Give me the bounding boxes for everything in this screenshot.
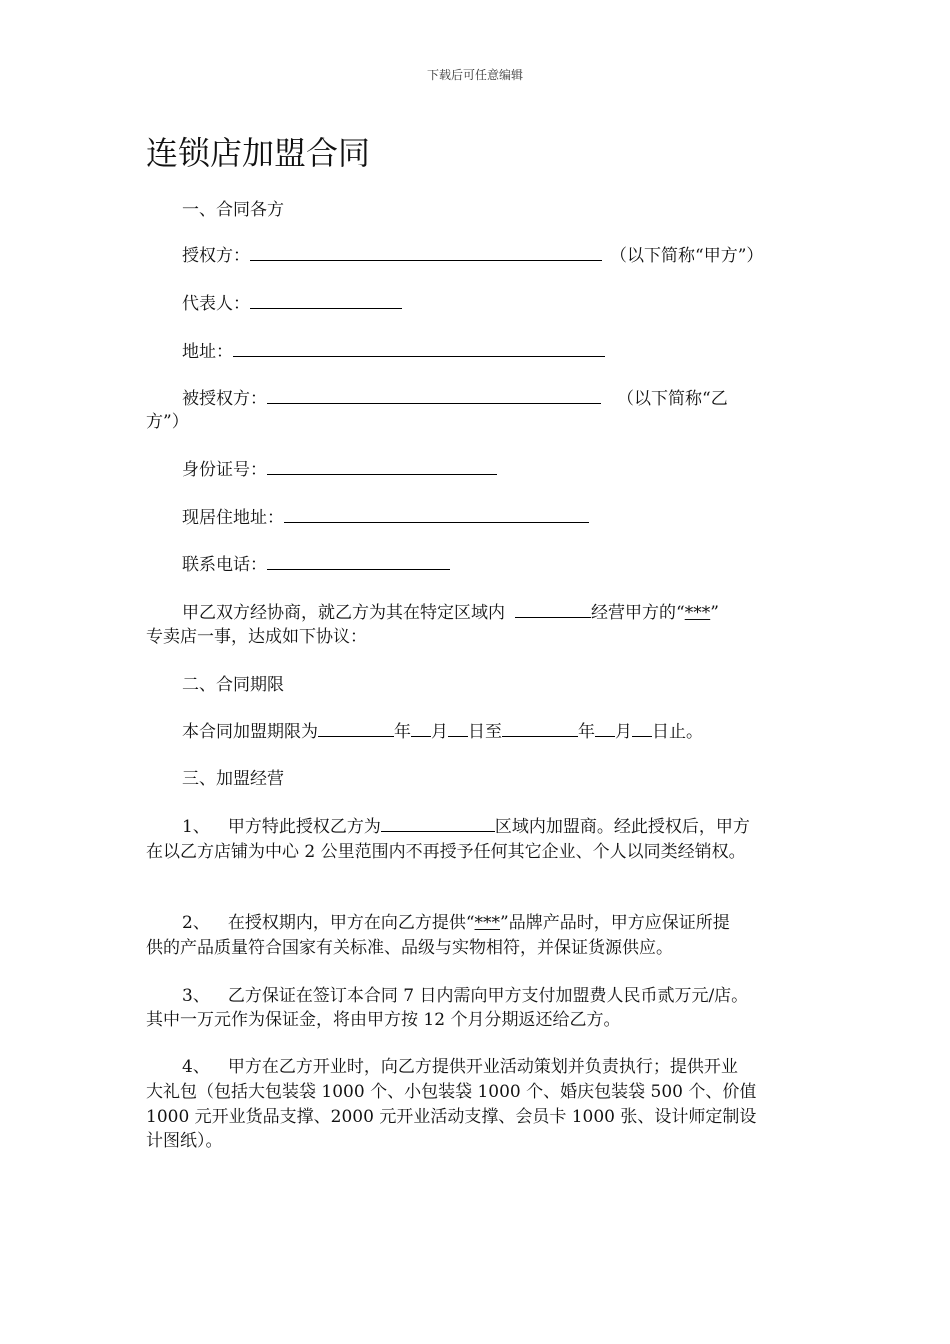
id-line (182, 458, 497, 482)
month-label-1: 月 (431, 722, 448, 742)
clause-1-line-2: 在以乙方店铺为中心 2 公里范围内不再授予任何其它企业、个人以同类经销权。 (146, 842, 746, 862)
end-year-blank[interactable] (502, 722, 578, 737)
clause-4-line-3: 1000 元开业货品支撑、2000 元开业活动支撑、会员卡 1000 张、设计师定制设 (146, 1107, 757, 1127)
address-blank[interactable] (233, 342, 605, 357)
clause-1-line-1 (182, 815, 750, 839)
clause-3-number: 3、 (182, 986, 210, 1006)
start-day-blank[interactable] (448, 722, 468, 737)
clause-2-line-2: 供的产品质量符合国家有关标准、品级与实物相符，并保证货源供应。 (146, 938, 673, 958)
clause-1-region-blank[interactable] (381, 817, 495, 832)
licensor-label: 授权方： (182, 246, 250, 266)
day-label-1: 日至 (468, 722, 502, 742)
end-day-blank[interactable] (632, 722, 652, 737)
licensee-line (182, 387, 728, 411)
clause-1-text-b: 区域内加盟商。经此授权后，甲方 (494, 817, 750, 837)
region-blank[interactable] (515, 603, 591, 618)
phone-blank[interactable] (267, 555, 450, 570)
agreement-text-a: 甲乙双方经协商，就乙方为其在特定区域内 (182, 603, 505, 623)
clause-1-text-a: 甲方特此授权乙方为 (227, 817, 381, 837)
section-2-heading: 二、合同期限 (182, 675, 284, 695)
brand-name: *** (684, 603, 711, 623)
section-1-heading: 一、合同各方 (182, 200, 284, 220)
clause-4-text: 甲方在乙方开业时，向乙方提供开业活动策划并负责执行；提供开业 (227, 1057, 738, 1077)
representative-line (182, 292, 402, 316)
agreement-text-b: 经营甲方的“ (591, 603, 685, 623)
document-title: 连锁店加盟合同 (146, 134, 371, 172)
licensor-blank[interactable] (250, 246, 602, 261)
agreement-line-1 (182, 601, 719, 625)
licensee-suffix-cont: 方”） (146, 412, 189, 432)
clause-4-line-1 (182, 1055, 738, 1079)
licensee-blank[interactable] (267, 389, 601, 404)
residence-line (182, 506, 589, 530)
licensor-line (182, 244, 763, 268)
clause-1-number: 1、 (182, 817, 210, 837)
licensee-label: 被授权方： (182, 389, 267, 409)
licensor-suffix: （以下简称“甲方”） (610, 246, 764, 266)
address-line (182, 340, 605, 364)
representative-blank[interactable] (250, 294, 402, 309)
start-month-blank[interactable] (411, 722, 431, 737)
clause-2-text-b: ”品牌产品时，甲方应保证所提 (500, 913, 730, 933)
day-label-2: 日止。 (652, 722, 703, 742)
agreement-text-c: ” (710, 603, 719, 623)
end-month-blank[interactable] (595, 722, 615, 737)
year-label-2: 年 (578, 722, 595, 742)
clause-2-brand: *** (474, 913, 501, 933)
term-line (182, 720, 703, 744)
clause-4-line-2: 大礼包（包括大包装袋 1000 个、小包装袋 1000 个、婚庆包装袋 500 个、价值 (146, 1082, 757, 1102)
id-label: 身份证号： (182, 460, 267, 480)
start-year-blank[interactable] (318, 722, 394, 737)
term-text: 本合同加盟期限为 (182, 722, 318, 742)
id-blank[interactable] (267, 460, 497, 475)
address-label: 地址： (182, 342, 233, 362)
clause-2-text-a: 在授权期内，甲方在向乙方提供“ (227, 913, 475, 933)
clause-2-line-1 (182, 911, 730, 935)
clause-3-line-1 (182, 984, 748, 1008)
representative-label: 代表人： (182, 294, 250, 314)
residence-label: 现居住地址： (182, 508, 284, 528)
year-label-1: 年 (394, 722, 411, 742)
phone-line (182, 553, 450, 577)
licensee-suffix: （以下简称“乙 (617, 389, 728, 409)
clause-4-line-4: 计图纸）。 (146, 1131, 223, 1151)
agreement-line-2: 专卖店一事，达成如下协议： (146, 627, 367, 647)
residence-blank[interactable] (284, 508, 589, 523)
clause-3-text: 乙方保证在签订本合同 7 日内需向甲方支付加盟费人民币贰万元/店。 (227, 986, 749, 1006)
clause-2-number: 2、 (182, 913, 210, 933)
page-header-note: 下载后可任意编辑 (426, 68, 523, 82)
month-label-2: 月 (615, 722, 632, 742)
clause-4-number: 4、 (182, 1057, 210, 1077)
phone-label: 联系电话： (182, 555, 267, 575)
clause-3-line-2: 其中一万元作为保证金，将由甲方按 12 个月分期返还给乙方。 (146, 1010, 621, 1030)
section-3-heading: 三、加盟经营 (182, 769, 284, 789)
